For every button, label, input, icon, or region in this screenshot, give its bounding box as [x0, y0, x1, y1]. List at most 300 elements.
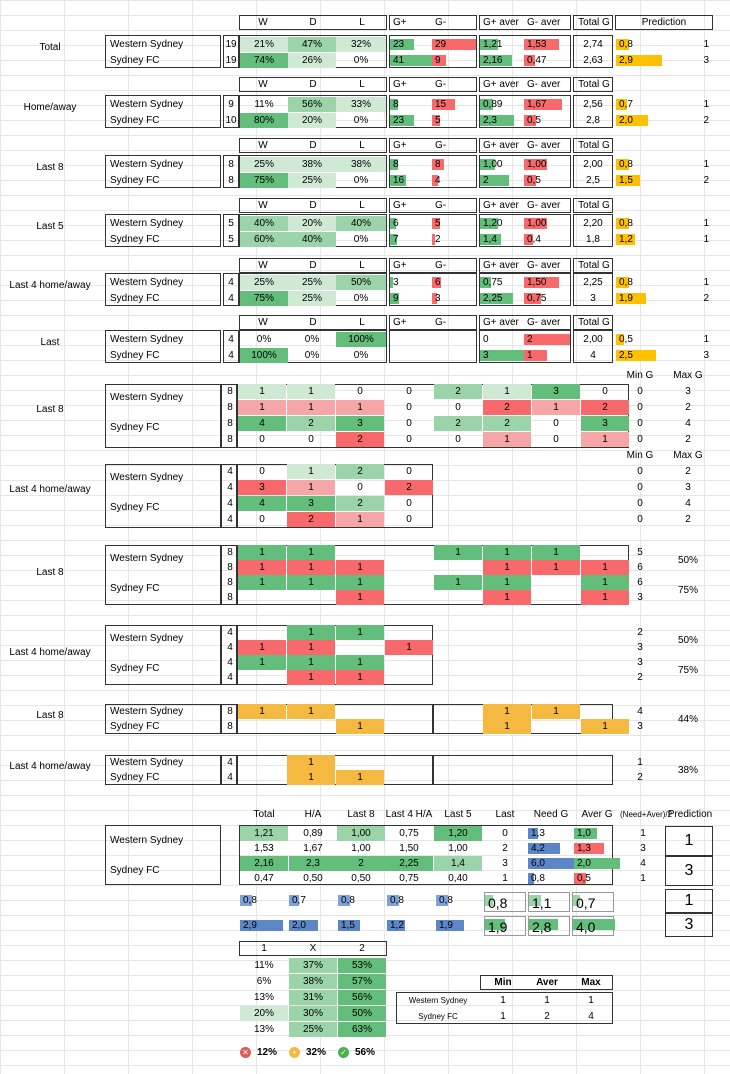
hit-cell[interactable]: 1 [483, 545, 531, 560]
games-count[interactable]: 8 [227, 434, 233, 445]
total-goals[interactable]: 2,5 [586, 175, 600, 186]
score-cell[interactable]: 1 [287, 464, 335, 479]
goals-against-aver[interactable] [524, 348, 570, 363]
draw-pct[interactable]: 20% [288, 113, 336, 128]
prediction-result[interactable]: 1 [703, 334, 709, 345]
goals-against-aver[interactable] [524, 53, 570, 68]
goals-for-aver[interactable] [480, 173, 524, 188]
summary-value[interactable]: 1,00 [337, 826, 385, 841]
team-name-western-sydney[interactable]: Western Sydney [110, 706, 184, 717]
goals-against[interactable] [432, 275, 476, 290]
max-g-header[interactable]: Max G [673, 370, 703, 381]
prediction-result[interactable]: 1 [703, 234, 709, 245]
goals-for[interactable] [390, 291, 432, 306]
header-prediction[interactable]: Prediction [641, 17, 687, 28]
total-goals[interactable]: 2,00 [583, 334, 603, 345]
header-gplus-aver[interactable]: G+ aver [483, 140, 519, 151]
goals-against-aver[interactable] [524, 173, 570, 188]
odds-value[interactable]: 56% [338, 990, 386, 1005]
header-d[interactable]: D [309, 200, 317, 211]
odds-value[interactable]: 20% [240, 1006, 288, 1021]
win-pct[interactable]: 75% [240, 173, 288, 188]
score-cell[interactable]: 1 [238, 400, 286, 415]
prediction-result[interactable]: 1 [703, 277, 709, 288]
score-cell[interactable]: 0 [455, 434, 461, 445]
aver-g[interactable] [574, 871, 620, 886]
goals-for-aver[interactable] [480, 37, 524, 52]
aver-g[interactable] [574, 841, 620, 856]
total-goals[interactable]: 2,20 [583, 218, 603, 229]
summary-value[interactable]: 0,50 [351, 873, 371, 884]
team-name-sydney-fc[interactable]: Sydney FC [110, 293, 160, 304]
prediction-value[interactable] [616, 332, 664, 347]
total-goals[interactable]: 2,74 [583, 39, 603, 50]
header-total-g[interactable]: Total G [578, 17, 610, 28]
loss-pct[interactable]: 100% [336, 332, 386, 347]
hit-cell[interactable]: 1 [434, 545, 482, 560]
score-cell[interactable]: 2 [287, 512, 335, 527]
odds-total[interactable]: 12% [257, 1047, 278, 1058]
loss-pct[interactable]: 33% [336, 97, 386, 112]
summary-value[interactable]: 0,50 [303, 873, 323, 884]
draw-pct[interactable]: 0% [304, 334, 320, 345]
goals-against[interactable] [432, 97, 476, 112]
header-total-g[interactable]: Total G [578, 140, 610, 151]
blue-value[interactable] [240, 893, 284, 908]
hit-cell[interactable]: 1 [238, 655, 286, 670]
max-g[interactable]: 4 [685, 418, 691, 429]
games-count[interactable]: 8 [227, 402, 233, 413]
hit-cell[interactable]: 1 [336, 670, 384, 685]
draw-pct[interactable]: 40% [288, 232, 336, 247]
loss-pct[interactable]: 50% [336, 275, 386, 290]
header-l[interactable]: L [359, 17, 365, 28]
team-name-western-sydney[interactable]: Western Sydney [110, 159, 184, 170]
score-cell[interactable]: 0 [602, 386, 608, 397]
hit-cell[interactable]: 1 [385, 640, 433, 655]
odds-value[interactable]: 57% [338, 974, 386, 989]
team-name-western-sydney[interactable]: Western Sydney [110, 633, 184, 644]
mma-value[interactable]: 2 [544, 1011, 550, 1022]
header-w[interactable]: W [258, 317, 268, 328]
both-score-cell[interactable]: 1 [483, 719, 531, 734]
summary-value[interactable]: 0,47 [254, 873, 274, 884]
summary-header[interactable]: Last 8 [347, 809, 375, 820]
goals-against-aver[interactable] [524, 37, 570, 52]
summary-value[interactable]: 4 [640, 858, 646, 869]
summary-header[interactable]: Last 4 H/A [385, 809, 433, 820]
score-cell[interactable]: 0 [357, 482, 363, 493]
header-d[interactable]: D [309, 140, 317, 151]
summary-value[interactable]: 0,89 [303, 828, 323, 839]
score-cell[interactable]: 3 [238, 480, 286, 495]
prediction-value[interactable] [616, 173, 664, 188]
hit-cell[interactable]: 1 [287, 575, 335, 590]
goals-for-aver[interactable] [480, 348, 524, 363]
hit-cell[interactable]: 1 [287, 560, 335, 575]
team-name-sydney-fc[interactable]: Sydney FC [110, 422, 160, 433]
team-name-western-sydney[interactable]: Western Sydney [110, 39, 184, 50]
games-count[interactable]: 8 [227, 418, 233, 429]
hit-cell[interactable]: 1 [287, 655, 335, 670]
score-cell[interactable]: 0 [259, 466, 265, 477]
hit-count[interactable]: 3 [637, 642, 643, 653]
goals-for[interactable] [390, 113, 432, 128]
mma-value[interactable]: 1 [500, 995, 506, 1006]
team-name-sydney-fc[interactable]: Sydney FC [110, 234, 160, 245]
team-name-western-sydney[interactable]: Western Sydney [110, 334, 184, 345]
hit-cell[interactable]: 1 [336, 655, 384, 670]
loss-pct[interactable]: 0% [353, 234, 369, 245]
summary-value[interactable]: 2,3 [289, 856, 337, 871]
summary-value[interactable]: 0,40 [448, 873, 468, 884]
summary-value[interactable]: 1 [640, 873, 646, 884]
games-count[interactable]: 4 [228, 277, 234, 288]
header-d[interactable]: D [309, 317, 317, 328]
score-cell[interactable]: 3 [287, 496, 335, 511]
games-count[interactable]: 4 [227, 642, 233, 653]
loss-pct[interactable]: 38% [336, 157, 386, 172]
prediction-value[interactable] [616, 37, 664, 52]
header-l[interactable]: L [359, 79, 365, 90]
prediction-result[interactable]: 1 [703, 218, 709, 229]
header-gplus-aver[interactable]: G+ aver [483, 79, 519, 90]
goals-against-aver[interactable] [524, 332, 570, 347]
odds-value[interactable]: 63% [338, 1022, 386, 1037]
win-pct[interactable]: 74% [240, 53, 288, 68]
green-value[interactable] [528, 892, 570, 912]
hit-cell[interactable]: 1 [581, 560, 629, 575]
goals-against[interactable] [432, 232, 476, 247]
prediction-result[interactable]: 2 [703, 293, 709, 304]
odds-total[interactable]: 32% [306, 1047, 327, 1058]
summary-header[interactable]: Last 5 [444, 809, 472, 820]
header-gminus-aver[interactable]: G- aver [527, 140, 561, 151]
summary-value[interactable]: 1,21 [240, 826, 288, 841]
prediction-result[interactable]: 1 [703, 159, 709, 170]
summary-value[interactable]: 1,67 [303, 843, 323, 854]
hit-cell[interactable]: 1 [532, 545, 580, 560]
hit-cell[interactable]: 1 [483, 575, 531, 590]
header-l[interactable]: L [359, 200, 365, 211]
both-score-cell[interactable]: 1 [336, 770, 384, 785]
team-name-western-sydney[interactable]: Western Sydney [110, 472, 184, 483]
summary-header[interactable]: (Need+Aver)/2 [620, 810, 673, 819]
score-cell[interactable]: 2 [287, 416, 335, 431]
need-g[interactable] [528, 856, 574, 871]
odds-value[interactable]: 53% [338, 958, 386, 973]
hit-cell[interactable]: 1 [483, 590, 531, 605]
games-count[interactable]: 8 [227, 721, 233, 732]
prediction-value[interactable] [616, 53, 664, 68]
blue-value[interactable] [240, 918, 284, 933]
team-name-sydney-fc[interactable]: Sydney FC [110, 175, 160, 186]
header-total-g[interactable]: Total G [578, 317, 610, 328]
score-cell[interactable]: 2 [336, 496, 384, 511]
both-score-cell[interactable]: 1 [581, 719, 629, 734]
header-d[interactable]: D [309, 79, 317, 90]
score-cell[interactable]: 1 [336, 512, 384, 527]
hit-count[interactable]: 5 [637, 547, 643, 558]
header-l[interactable]: L [359, 317, 365, 328]
header-l[interactable]: L [359, 140, 365, 151]
total-goals[interactable]: 1,8 [586, 234, 600, 245]
hit-cell[interactable]: 1 [287, 545, 335, 560]
score-cell[interactable]: 2 [581, 400, 629, 415]
hit-cell[interactable]: 1 [336, 575, 384, 590]
odds-value[interactable]: 38% [289, 974, 337, 989]
games-count[interactable]: 8 [227, 577, 233, 588]
games-count[interactable]: 8 [227, 386, 233, 397]
summary-value[interactable]: 1,53 [254, 843, 274, 854]
hit-count[interactable]: 3 [637, 657, 643, 668]
score-cell[interactable]: 1 [287, 384, 335, 399]
header-gplus[interactable]: G+ [393, 260, 407, 271]
win-pct[interactable]: 21% [240, 37, 288, 52]
header-gplus[interactable]: G+ [393, 17, 407, 28]
hit-cell[interactable]: 1 [287, 670, 335, 685]
min-g-header[interactable]: Min G [626, 370, 654, 381]
score-cell[interactable]: 2 [434, 384, 482, 399]
hit-pct[interactable]: 75% [677, 585, 698, 596]
draw-pct[interactable]: 25% [288, 173, 336, 188]
green-value[interactable] [572, 892, 614, 912]
games-count[interactable]: 8 [227, 547, 233, 558]
loss-pct[interactable]: 0% [353, 55, 369, 66]
games-count[interactable]: 19 [225, 55, 237, 66]
win-pct[interactable]: 80% [240, 113, 288, 128]
team-name-sydney-fc[interactable]: Sydney FC [110, 721, 160, 732]
mma-team[interactable]: Sydney FC [418, 1012, 458, 1021]
max-g[interactable]: 2 [685, 466, 691, 477]
odds-value[interactable]: 30% [289, 1006, 337, 1021]
games-count[interactable]: 4 [228, 293, 234, 304]
score-cell[interactable]: 1 [581, 432, 629, 447]
header-gminus-aver[interactable]: G- aver [527, 200, 561, 211]
goals-against-aver[interactable] [524, 291, 570, 306]
mma-value[interactable]: 1 [544, 995, 550, 1006]
summary-value[interactable]: 1,00 [448, 843, 468, 854]
min-g[interactable]: 0 [637, 386, 643, 397]
team-name-sydney-fc[interactable]: Sydney FC [110, 865, 160, 876]
total-goals[interactable]: 2,8 [586, 115, 600, 126]
header-w[interactable]: W [258, 260, 268, 271]
green-value[interactable] [484, 892, 526, 912]
blue-value[interactable] [338, 893, 382, 908]
score-cell[interactable]: 1 [483, 432, 531, 447]
score-cell[interactable]: 1 [287, 400, 335, 415]
header-d[interactable]: D [309, 260, 317, 271]
summary-prediction[interactable]: 1 [684, 832, 694, 849]
score-cell[interactable]: 0 [259, 434, 265, 445]
summary-value[interactable]: 2 [502, 843, 508, 854]
hit-count[interactable]: 2 [637, 672, 643, 683]
header-gplus-aver[interactable]: G+ aver [483, 317, 519, 328]
win-pct[interactable]: 75% [240, 291, 288, 306]
max-g[interactable]: 2 [685, 514, 691, 525]
team-name-western-sydney[interactable]: Western Sydney [110, 277, 184, 288]
hit-count[interactable]: 3 [637, 592, 643, 603]
games-count[interactable]: 8 [228, 159, 234, 170]
win-pct[interactable]: 25% [240, 275, 288, 290]
goals-for[interactable] [390, 53, 432, 68]
min-g-header[interactable]: Min G [626, 450, 654, 461]
games-count[interactable]: 5 [228, 234, 234, 245]
score-cell[interactable]: 3 [581, 416, 629, 431]
hit-pct[interactable]: 75% [677, 665, 698, 676]
goals-for[interactable] [390, 275, 432, 290]
win-pct[interactable]: 11% [254, 99, 274, 110]
goals-against[interactable] [432, 291, 476, 306]
max-g[interactable]: 2 [685, 434, 691, 445]
games-count[interactable]: 4 [227, 757, 233, 768]
games-count[interactable]: 4 [227, 657, 233, 668]
win-pct[interactable]: 0% [256, 334, 272, 345]
both-count[interactable]: 3 [637, 721, 643, 732]
team-name-western-sydney[interactable]: Western Sydney [110, 757, 184, 768]
both-score-cell[interactable]: 1 [238, 704, 286, 719]
odds-value[interactable]: 13% [253, 992, 274, 1003]
prediction-value[interactable] [616, 157, 664, 172]
prediction-value[interactable] [616, 348, 664, 363]
draw-pct[interactable]: 25% [288, 291, 336, 306]
team-name-sydney-fc[interactable]: Sydney FC [110, 55, 160, 66]
max-g[interactable]: 4 [685, 498, 691, 509]
prediction-value[interactable] [616, 275, 664, 290]
score-cell[interactable]: 0 [406, 402, 412, 413]
team-name-western-sydney[interactable]: Western Sydney [110, 99, 184, 110]
hit-cell[interactable]: 1 [581, 590, 629, 605]
score-cell[interactable]: 0 [406, 434, 412, 445]
games-count[interactable]: 4 [228, 334, 234, 345]
summary-header[interactable]: Last [495, 809, 515, 820]
prediction-value[interactable] [616, 113, 664, 128]
header-gplus[interactable]: G+ [393, 200, 407, 211]
goals-for-aver[interactable] [480, 275, 524, 290]
draw-pct[interactable]: 20% [288, 216, 336, 231]
score-cell[interactable]: 1 [238, 384, 286, 399]
summary-value[interactable]: 1 [640, 828, 646, 839]
mma-team[interactable]: Western Sydney [408, 996, 468, 1005]
odds-value[interactable]: 25% [289, 1022, 337, 1037]
score-cell[interactable]: 4 [238, 416, 286, 431]
goals-against-aver[interactable] [524, 216, 570, 231]
header-gminus[interactable]: G- [435, 140, 447, 151]
total-goals[interactable]: 3 [590, 293, 596, 304]
header-total-g[interactable]: Total G [578, 79, 610, 90]
draw-pct[interactable]: 47% [288, 37, 336, 52]
hit-pct[interactable]: 50% [677, 635, 698, 646]
summary-value[interactable]: 2,25 [385, 856, 433, 871]
header-total-g[interactable]: Total G [578, 260, 610, 271]
header-gplus[interactable]: G+ [393, 317, 407, 328]
score-cell[interactable]: 0 [357, 386, 363, 397]
both-pct[interactable]: 38% [677, 765, 698, 776]
header-gminus-aver[interactable]: G- aver [527, 260, 561, 271]
summary-value[interactable]: 1 [502, 873, 508, 884]
games-count[interactable]: 4 [227, 672, 233, 683]
header-d[interactable]: D [309, 17, 317, 28]
hit-cell[interactable]: 1 [287, 640, 335, 655]
summary-header[interactable]: Aver G [581, 809, 613, 820]
team-name-sydney-fc[interactable]: Sydney FC [110, 502, 160, 513]
prediction-result[interactable]: 1 [703, 39, 709, 50]
hit-cell[interactable]: 1 [336, 590, 384, 605]
hit-count[interactable]: 6 [637, 562, 643, 573]
header-w[interactable]: W [258, 200, 268, 211]
header-gminus[interactable]: G- [435, 79, 447, 90]
final-prediction[interactable]: 1 [684, 892, 694, 909]
summary-value[interactable]: 1,20 [434, 826, 482, 841]
goals-against[interactable] [432, 37, 476, 52]
prediction-result[interactable]: 3 [703, 55, 709, 66]
min-g[interactable]: 0 [637, 434, 643, 445]
team-name-sydney-fc[interactable]: Sydney FC [110, 583, 160, 594]
blue-value[interactable] [289, 893, 333, 908]
score-cell[interactable]: 0 [406, 386, 412, 397]
goals-against-aver[interactable] [524, 97, 570, 112]
header-gminus-aver[interactable]: G- aver [527, 79, 561, 90]
prediction-value[interactable] [616, 291, 664, 306]
summary-header[interactable]: Total [253, 809, 275, 820]
score-cell[interactable]: 0 [553, 418, 559, 429]
hit-cell[interactable]: 1 [336, 560, 384, 575]
odds-header[interactable]: 2 [359, 943, 365, 954]
max-g[interactable]: 3 [685, 386, 691, 397]
hit-count[interactable]: 2 [637, 627, 643, 638]
loss-pct[interactable]: 0% [353, 350, 369, 361]
total-goals[interactable]: 2,00 [583, 159, 603, 170]
both-score-cell[interactable]: 1 [287, 755, 335, 770]
prediction-result[interactable]: 3 [703, 350, 709, 361]
score-cell[interactable]: 1 [336, 400, 384, 415]
summary-value[interactable]: 1,4 [434, 856, 482, 871]
goals-for-aver[interactable] [480, 232, 524, 247]
goals-for[interactable] [390, 97, 432, 112]
goals-for-aver[interactable] [480, 53, 524, 68]
need-g[interactable] [528, 841, 574, 856]
hit-cell[interactable]: 1 [532, 560, 580, 575]
blue-value[interactable] [387, 893, 431, 908]
blue-value[interactable] [338, 918, 382, 933]
summary-value[interactable]: 0,75 [399, 873, 419, 884]
total-goals[interactable]: 4 [590, 350, 596, 361]
odds-header[interactable]: X [309, 943, 317, 954]
games-count[interactable]: 4 [227, 466, 233, 477]
hit-cell[interactable]: 1 [483, 560, 531, 575]
summary-prediction[interactable]: 3 [684, 862, 694, 879]
goals-for-aver[interactable] [480, 157, 524, 172]
header-gplus[interactable]: G+ [393, 79, 407, 90]
games-count[interactable]: 8 [227, 592, 233, 603]
loss-pct[interactable]: 0% [353, 293, 369, 304]
team-name-sydney-fc[interactable]: Sydney FC [110, 772, 160, 783]
loss-pct[interactable]: 0% [353, 115, 369, 126]
odds-value[interactable]: 11% [254, 960, 274, 971]
goals-for[interactable] [390, 37, 432, 52]
score-cell[interactable]: 0 [406, 498, 412, 509]
team-name-sydney-fc[interactable]: Sydney FC [110, 350, 160, 361]
summary-value[interactable]: 0,75 [399, 828, 419, 839]
green-value[interactable] [572, 916, 614, 936]
score-cell[interactable]: 0 [406, 466, 412, 477]
score-cell[interactable]: 3 [336, 416, 384, 431]
both-score-cell[interactable]: 1 [336, 719, 384, 734]
goals-for-aver[interactable] [480, 216, 524, 231]
header-gminus-aver[interactable]: G- aver [527, 317, 561, 328]
win-pct[interactable]: 60% [240, 232, 288, 247]
summary-value[interactable]: 3 [502, 858, 508, 869]
